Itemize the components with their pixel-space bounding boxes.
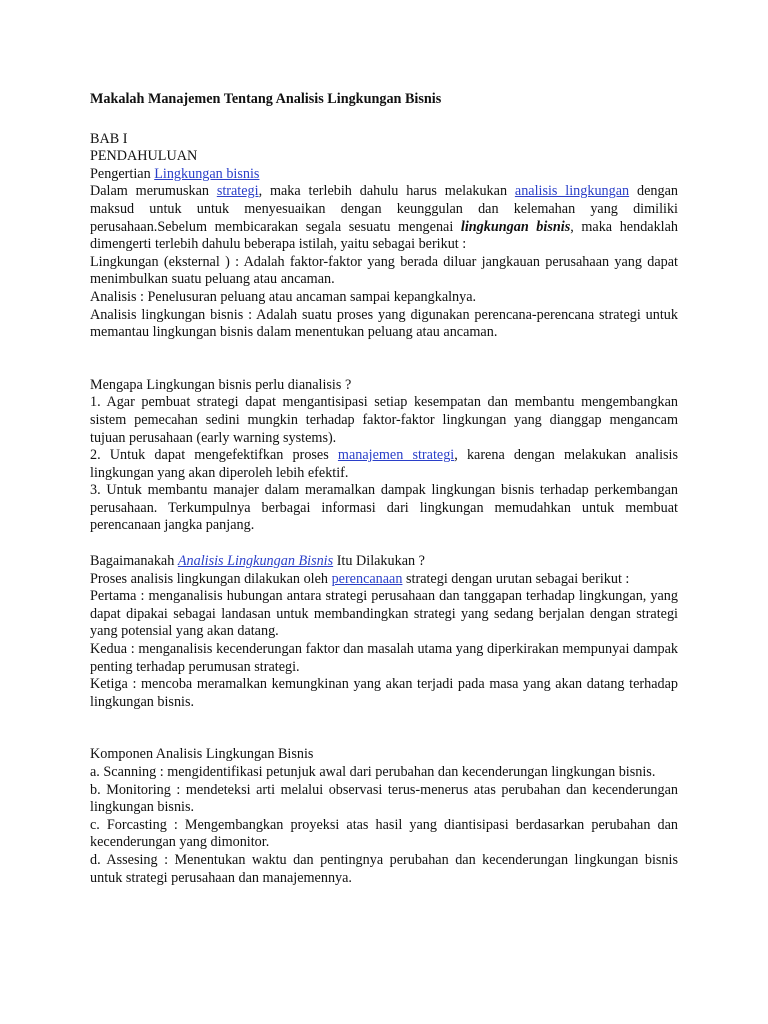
chapter-title: PENDAHULUAN bbox=[90, 148, 198, 165]
link-perencanaan[interactable]: perencanaan bbox=[331, 570, 403, 587]
komponen-item-scanning: a. Scanning : mengidentifikasi petunjuk awal dari perubahan dan kecenderungan lingkungan bisnis. bbox=[90, 764, 656, 780]
how-line-1 bbox=[90, 571, 678, 589]
why-item-2-suffix: , karena dengan melakukan analisis lingkungan yang akan diperoleh lebih efektif. bbox=[90, 447, 678, 481]
section-heading-why: Mengapa Lingkungan bisnis perlu dianalisis ? bbox=[90, 376, 352, 393]
definition-analisis-lingkungan-bisnis: Analisis lingkungan bisnis : Adalah suatu proses yang digunakan perencana-perencana strategi untuk memantau lingkungan bisnis dalam menentukan peluang atau ancaman. bbox=[90, 306, 678, 341]
how-heading-prefix: Bagaimanakah bbox=[90, 553, 178, 570]
link-analisis-lingkungan-bisnis[interactable]: Analisis Lingkungan Bisnis bbox=[177, 553, 334, 570]
how-line-1-suffix: strategi dengan urutan sebagai berikut : bbox=[402, 570, 630, 587]
intro-text-2: , maka terlebih dahulu harus melakukan bbox=[258, 183, 515, 200]
link-strategi[interactable]: strategi bbox=[216, 183, 259, 200]
definition-lingkungan: Lingkungan (eksternal ) : Adalah faktor-faktor yang berada diluar jangkauan perusahaan yang dapat menimbulkan suatu peluang atau ancaman. bbox=[90, 253, 678, 288]
spacer bbox=[90, 109, 678, 131]
intro-text-4: , maka hendaklah dimengerti terlebih dahulu beberapa istilah, yaitu sebagai berikut : bbox=[90, 218, 679, 253]
how-line-1-prefix: Proses analisis lingkungan dilakukan oleh bbox=[90, 570, 332, 587]
section-heading-komponen: Komponen Analisis Lingkungan Bisnis bbox=[90, 746, 314, 763]
komponen-item-forcasting: c. Forcasting : Mengembangkan proyeksi atas hasil yang diantisipasi berdasarkan perubahan dan kecenderungan yang dimonitor. bbox=[90, 816, 678, 851]
link-analisis-lingkungan[interactable]: analisis lingkungan bbox=[514, 183, 630, 200]
intro-bold-italic: lingkungan bisnis bbox=[460, 218, 571, 235]
komponen-item-monitoring: b. Monitoring : mendeteksi arti melalui observasi terus-menerus atas perubahan dan kecenderungan lingkungan bisnis. bbox=[90, 781, 678, 816]
link-lingkungan-bisnis[interactable]: Lingkungan bisnis bbox=[154, 165, 260, 182]
why-item-2 bbox=[90, 447, 678, 482]
how-heading-suffix: Itu Dilakukan ? bbox=[333, 553, 425, 570]
how-pertama: Pertama : menganalisis hubungan antara strategi perusahaan dan tanggapan terhadap lingkungan, yang dapat dipakai sebagai landasan untuk membandingkan strategi yang sedang berjalan dengan strategi yang potensial yang akan datang. bbox=[90, 588, 678, 640]
how-ketiga: Ketiga : mencoba meramalkan kemungkinan yang akan terjadi pada masa yang akan datang terhadap lingkungan bisnis. bbox=[90, 676, 678, 710]
spacer bbox=[90, 342, 678, 377]
pengertian-prefix: Pengertian bbox=[90, 165, 155, 182]
how-kedua: Kedua : menganalisis kecenderungan faktor dan masalah utama yang diperkirakan mempunyai dampak penting terhadap perumusan strategi. bbox=[90, 641, 678, 675]
spacer bbox=[90, 711, 678, 746]
chapter-number: BAB I bbox=[90, 130, 128, 147]
document-page bbox=[90, 91, 678, 887]
section-heading-pengertian bbox=[90, 166, 678, 184]
document-title: Makalah Manajemen Tentang Analisis Lingkungan Bisnis bbox=[90, 91, 442, 107]
link-manajemen-strategi[interactable]: manajemen strategi bbox=[337, 447, 455, 464]
section-heading-how bbox=[90, 553, 678, 571]
why-item-3: 3. Untuk membantu manajer dalam meramalkan dampak lingkungan bisnis terhadap perkembangan perusahaan. Terkumpulnya berbagai informasi dari lingkungan memudahkan untuk membuat perencanaan jangka panjang. bbox=[90, 482, 678, 534]
definition-analisis: Analisis : Penelusuran peluang atau ancaman sampai kepangkalnya. bbox=[90, 288, 477, 305]
intro-paragraph bbox=[90, 183, 678, 253]
why-item-2-prefix: 2. Untuk dapat mengefektifkan proses bbox=[90, 447, 338, 464]
komponen-item-assesing: d. Assesing : Menentukan waktu dan pentingnya perubahan dan kecenderungan lingkungan bisnis untuk strategi perusahaan dan manajemennya. bbox=[90, 851, 678, 886]
intro-text-3: dengan maksud untuk untuk menyesuaikan dengan keunggulan dan kelemahan yang dimiliki perusahaan.Sebelum membicarakan segala sesuatu mengenai bbox=[90, 183, 678, 235]
why-item-1: 1. Agar pembuat strategi dapat mengantisipasi setiap kesempatan dan membantu mengembangkan sistem pemecahan sedini mungkin terhadap faktor-faktor lingkungan yang dianggap mengancam tujuan perusahaan (early warning systems). bbox=[90, 394, 678, 446]
intro-text-1: Dalam merumuskan bbox=[90, 183, 217, 200]
spacer bbox=[90, 535, 678, 553]
